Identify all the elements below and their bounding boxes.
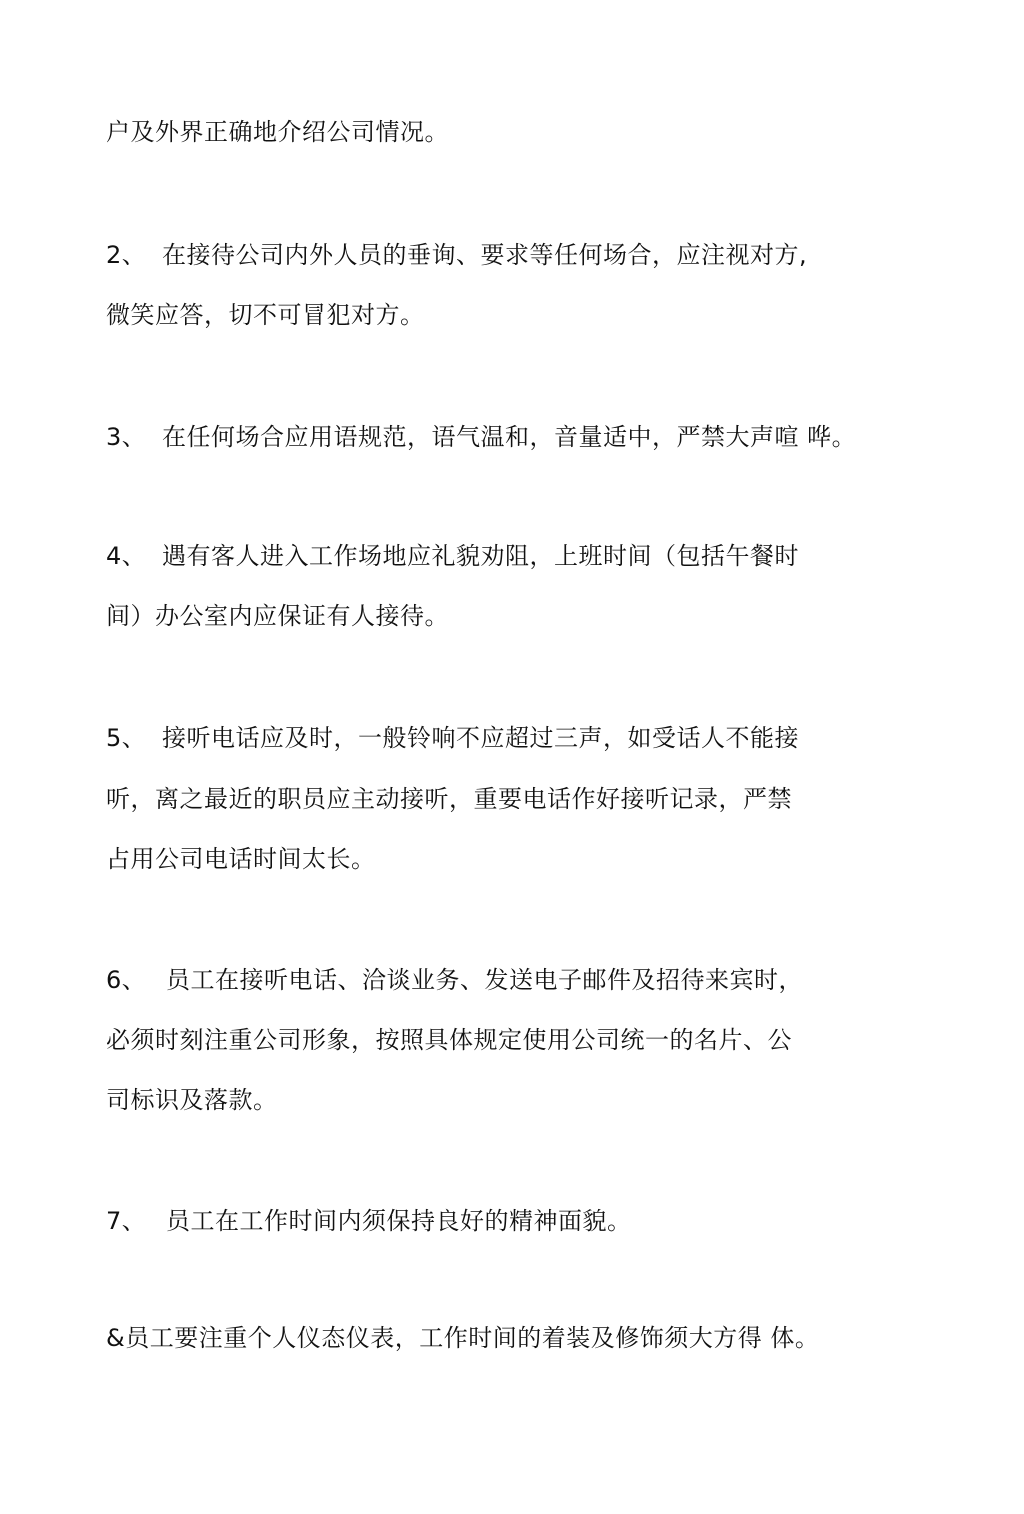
list-item-3-line-1 — [106, 422, 856, 452]
paragraph-text: 接听电话应及时，一般铃响不应超过三声，如受话人不能接 — [162, 724, 799, 752]
list-item-5-line-2 — [106, 784, 792, 814]
paragraph-text: 占用公司电话时间太长。 — [106, 845, 376, 873]
item-number: 2、 — [106, 241, 147, 269]
paragraph-text: 员工在工作时间内须保持良好的精神面貌。 — [166, 1207, 632, 1235]
list-item-2-line-1 — [106, 240, 807, 270]
list-item-6-line-3 — [106, 1085, 278, 1115]
item-number: 4、 — [106, 542, 147, 570]
paragraph-text: 户及外界正确地介绍公司情况。 — [106, 118, 449, 146]
paragraph-text: 听，离之最近的职员应主动接听，重要电话作好接听记录，严禁 — [106, 785, 792, 813]
paragraph-text: 司标识及落款。 — [106, 1086, 278, 1114]
paragraph-text: 在接待公司内外人员的垂询、要求等任何场合，应注视对方, — [162, 241, 808, 269]
paragraph-text: 在任何场合应用语规范，语气温和，音量适中，严禁大声喧 哗。 — [162, 423, 857, 451]
item-number: 5、 — [106, 724, 147, 752]
paragraph-text: 间）办公室内应保证有人接待。 — [106, 602, 449, 630]
list-item-6-line-1 — [106, 965, 803, 995]
paragraph-text: &员工要注重个人仪态仪表，工作时间的着装及修饰须大方得 体。 — [106, 1324, 820, 1352]
item-number: 3、 — [106, 423, 147, 451]
list-item-5-line-1 — [106, 723, 799, 753]
paragraph-text: 员工在接听电话、洽谈业务、发送电子邮件及招待来宾时， — [166, 966, 803, 994]
list-item-6-line-2 — [106, 1025, 792, 1055]
list-item-7-line-1 — [106, 1206, 632, 1236]
item-number: 7、 — [106, 1207, 147, 1235]
list-item-8-line-1 — [106, 1323, 819, 1353]
paragraph-text: 微笑应答，切不可冒犯对方。 — [106, 301, 425, 329]
paragraph-text: 必须时刻注重公司形象，按照具体规定使用公司统一的名片、公 — [106, 1026, 792, 1054]
list-item-4-line-2 — [106, 601, 449, 631]
item-number: 6、 — [106, 966, 147, 994]
list-item-2-line-2 — [106, 300, 425, 330]
intro-line — [106, 117, 449, 147]
paragraph-text: 遇有客人进入工作场地应礼貌劝阻，上班时间（包括午餐时 — [162, 542, 799, 570]
list-item-4-line-1 — [106, 541, 799, 571]
list-item-5-line-3 — [106, 844, 376, 874]
